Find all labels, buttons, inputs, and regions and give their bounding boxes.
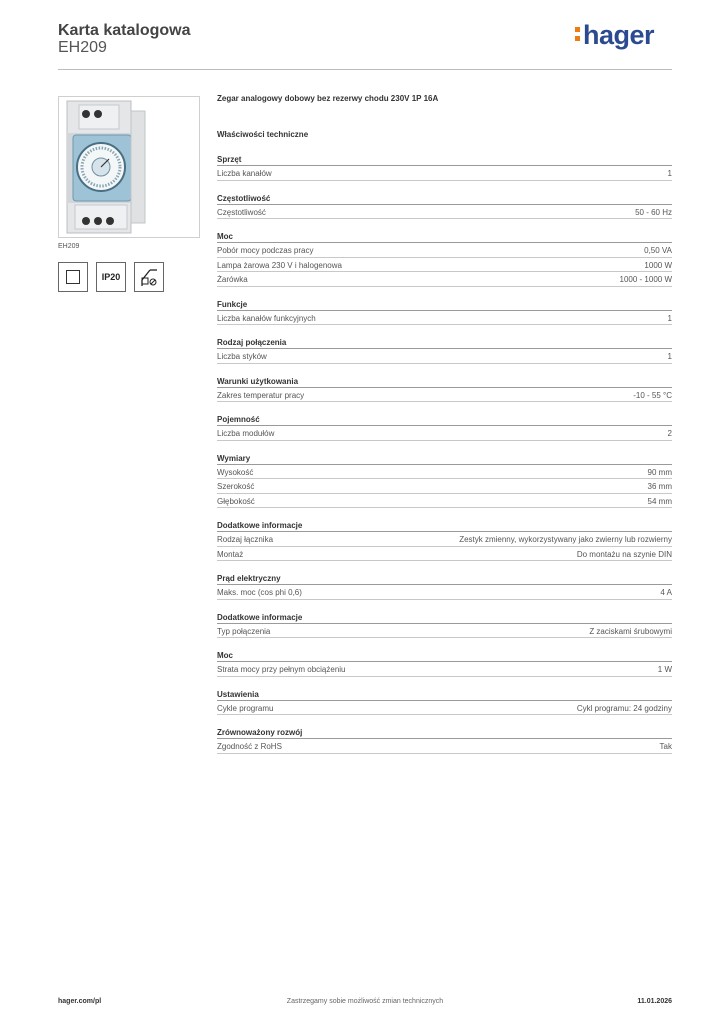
spec-value: 1 W	[657, 665, 672, 674]
spec-value: 1	[667, 169, 672, 178]
spec-value: Z zaciskami śrubowymi	[589, 626, 672, 636]
spec-label: Cykle programu	[217, 703, 274, 713]
product-image	[58, 96, 200, 238]
spec-section	[217, 689, 672, 716]
spec-label: Rodzaj łącznika	[217, 535, 274, 544]
spec-section	[217, 650, 672, 677]
time-switch-illustration	[59, 97, 199, 237]
section-heading: Pojemność	[217, 414, 672, 426]
symbols-row	[58, 262, 164, 292]
spec-row	[217, 272, 672, 287]
section-heading: Ustawienia	[217, 689, 672, 701]
spec-section	[217, 193, 672, 220]
spec-section	[217, 612, 672, 639]
spec-label: Lampa żarowa 230 V i halogenowa	[217, 260, 342, 270]
spec-value: Do montażu na szynie DIN	[576, 549, 672, 559]
spec-label: Liczba kanałów funkcyjnych	[217, 313, 316, 323]
spec-value: 1000 - 1000 W	[619, 275, 672, 284]
spec-label: Liczba styków	[217, 352, 267, 361]
spec-row	[217, 739, 672, 754]
spec-row	[217, 205, 672, 220]
spec-section	[217, 727, 672, 754]
ip20-badge: IP20	[96, 262, 126, 292]
spec-section	[217, 154, 672, 181]
product-description: Zegar analogowy dobowy bez rezerwy chodu 230V 1P 16A	[217, 94, 439, 103]
double-insulation-icon	[58, 262, 88, 292]
spec-row	[217, 624, 672, 639]
spec-value: -10 - 55 °C	[633, 390, 672, 400]
spec-section	[217, 299, 672, 326]
spec-section	[217, 453, 672, 509]
footer-disclaimer: Zastrzegamy sobie możliwość zmian technicznych	[286, 998, 444, 1005]
section-heading: Dodatkowe informacje	[217, 612, 672, 624]
spec-sheet	[217, 93, 672, 754]
section-heading: Warunki użytkowania	[217, 376, 672, 388]
section-heading: Dodatkowe informacje	[217, 520, 672, 532]
spec-label: Pobór mocy podczas pracy	[217, 246, 314, 255]
spec-row	[217, 532, 672, 547]
spec-row	[217, 547, 672, 562]
footer-website: hager.com/pl	[58, 998, 102, 1005]
spec-value: 54 mm	[647, 496, 672, 506]
section-heading: Moc	[217, 231, 672, 243]
spec-row	[217, 166, 672, 181]
spec-label: Zakres temperatur pracy	[217, 390, 305, 400]
technical-properties-heading: Właściwości techniczne	[217, 130, 309, 139]
spec-row	[217, 349, 672, 364]
spec-label: Strata mocy przy pełnym obciążeniu	[217, 665, 346, 674]
logo-text: hager	[582, 20, 654, 50]
section-heading: Zrównoważony rozwój	[217, 727, 672, 739]
spec-row	[217, 662, 672, 677]
doc-title: Karta katalogowa	[58, 22, 191, 39]
spec-value: 1000 W	[644, 260, 672, 270]
page-header	[58, 22, 672, 70]
section-heading: Rodzaj połączenia	[217, 337, 672, 349]
spec-label: Szerokość	[217, 482, 255, 491]
spec-row	[217, 701, 672, 716]
spec-section	[217, 520, 672, 561]
spec-value: 1	[667, 352, 672, 361]
spec-value: 36 mm	[647, 482, 672, 491]
section-heading: Wymiary	[217, 453, 672, 465]
spec-section	[217, 414, 672, 441]
section-heading: Moc	[217, 650, 672, 662]
image-caption: EH209	[58, 243, 80, 250]
spec-value: 50 - 60 Hz	[635, 207, 672, 217]
spec-row	[217, 585, 672, 600]
spec-row	[217, 479, 672, 494]
page-footer	[58, 998, 672, 1010]
spec-row	[217, 388, 672, 403]
spec-row	[217, 311, 672, 326]
spec-label: Typ połączenia	[217, 626, 271, 636]
spec-label: Montaż	[217, 549, 244, 559]
hager-logo	[575, 20, 654, 51]
spec-label: Częstotliwość	[217, 207, 266, 217]
spec-value: Tak	[659, 742, 672, 751]
spec-row	[217, 243, 672, 258]
spec-label: Zgodność z RoHS	[217, 742, 282, 751]
switch-symbol-icon	[134, 262, 164, 292]
spec-label: Żarówka	[217, 275, 248, 284]
spec-value: Zestyk zmienny, wykorzystywany jako zwierny lub rozwierny	[459, 535, 672, 544]
footer-date: 11.01.2026	[637, 998, 672, 1005]
spec-row	[217, 494, 672, 509]
spec-section	[217, 231, 672, 287]
logo-dots-icon	[575, 27, 580, 41]
spec-value: 2	[667, 429, 672, 438]
spec-row	[217, 426, 672, 441]
spec-section	[217, 376, 672, 403]
section-heading: Prąd elektryczny	[217, 573, 672, 585]
spec-section	[217, 573, 672, 600]
spec-value: Cykl programu: 24 godziny	[576, 703, 672, 713]
spec-label: Maks. moc (cos phi 0,6)	[217, 588, 302, 597]
spec-value: 90 mm	[647, 467, 672, 477]
spec-label: Głębokość	[217, 496, 255, 506]
section-heading: Częstotliwość	[217, 193, 672, 205]
spec-value: 0,50 VA	[644, 246, 672, 255]
section-heading: Sprzęt	[217, 154, 672, 166]
spec-sections	[217, 154, 672, 754]
product-code: EH209	[58, 39, 107, 56]
spec-label: Liczba kanałów	[217, 169, 272, 178]
spec-label: Wysokość	[217, 467, 254, 477]
spec-value: 1	[667, 313, 672, 323]
spec-label: Liczba modułów	[217, 429, 275, 438]
spec-section	[217, 337, 672, 364]
section-heading: Funkcje	[217, 299, 672, 311]
spec-row	[217, 465, 672, 480]
spec-value: 4 A	[660, 588, 672, 597]
spec-row	[217, 258, 672, 273]
